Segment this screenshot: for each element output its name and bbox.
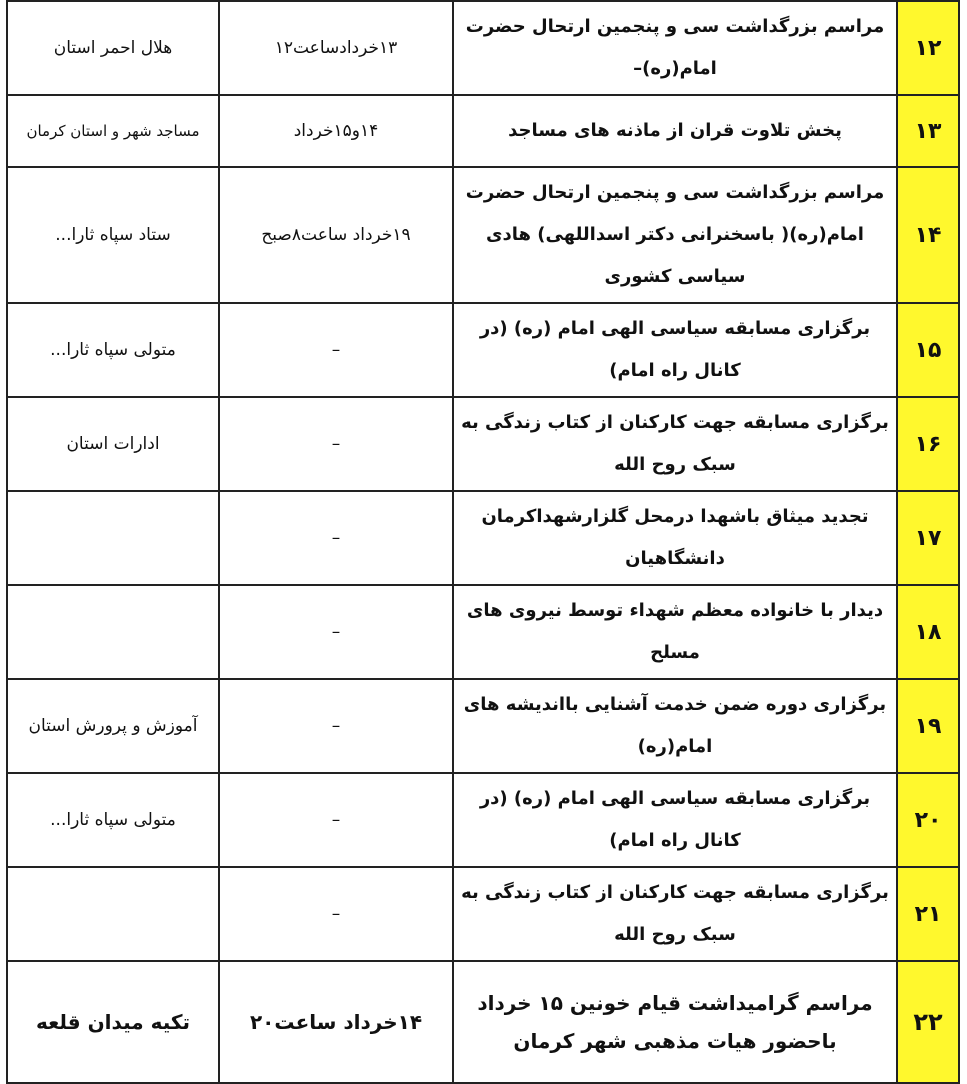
event-organizer [7, 867, 219, 961]
event-organizer: متولی سپاه ثارا... [7, 773, 219, 867]
table-row [7, 95, 959, 167]
event-title: مراسم بزرگداشت سی و پنجمین ارتحال حضرت امام(ره)– [453, 1, 897, 95]
row-number: ۲۱ [897, 867, 959, 961]
event-date: – [219, 679, 453, 773]
table-row [7, 1, 959, 95]
event-organizer: متولی سپاه ثارا... [7, 303, 219, 397]
event-date: – [219, 397, 453, 491]
event-date: ۱۴و۱۵خرداد [219, 95, 453, 167]
table-row [7, 491, 959, 585]
row-number: ۱۶ [897, 397, 959, 491]
event-organizer [7, 585, 219, 679]
event-organizer: مساجد شهر و استان کرمان [7, 95, 219, 167]
table-row [7, 679, 959, 773]
table-row [7, 773, 959, 867]
table-row [7, 167, 959, 303]
event-title: مراسم بزرگداشت سی و پنجمین ارتحال حضرت امام(ره)( باسخنرانی دکتر اسداللهی) هادی سیاسی کشوری [453, 167, 897, 303]
event-organizer [7, 491, 219, 585]
row-number: ۱۲ [897, 1, 959, 95]
row-number: ۲۲ [897, 961, 959, 1083]
table-row [7, 303, 959, 397]
event-organizer: ادارات استان [7, 397, 219, 491]
row-number: ۱۳ [897, 95, 959, 167]
event-title: برگزاری مسابقه جهت کارکنان از کتاب زندگی به سبک روح الله [453, 867, 897, 961]
row-number: ۲۰ [897, 773, 959, 867]
events-table [6, 0, 960, 1084]
event-title: پخش تلاوت قران از ماذنه های مساجد [453, 95, 897, 167]
event-title: دیدار با خانواده معظم شهداء توسط نیروی های مسلح [453, 585, 897, 679]
row-number: ۱۷ [897, 491, 959, 585]
event-organizer: تکیه میدان قلعه [7, 961, 219, 1083]
row-number: ۱۵ [897, 303, 959, 397]
table-row [7, 585, 959, 679]
event-date: – [219, 585, 453, 679]
event-date: – [219, 773, 453, 867]
event-date: ۱۹خرداد ساعت۸صبح [219, 167, 453, 303]
row-number: ۱۹ [897, 679, 959, 773]
event-title: تجدید میثاق باشهدا درمحل گلزارشهداکرمان دانشگاهیان [453, 491, 897, 585]
event-organizer: آموزش و پرورش استان [7, 679, 219, 773]
event-title: برگزاری مسابقه سیاسی الهی امام (ره) (در کانال راه امام) [453, 773, 897, 867]
table-row [7, 961, 959, 1083]
event-organizer: هلال احمر استان [7, 1, 219, 95]
event-title: مراسم گرامیداشت قیام خونین ۱۵ خرداد باحضور هیات مذهبی شهر کرمان [453, 961, 897, 1083]
event-date: – [219, 303, 453, 397]
event-date: ۱۴خرداد ساعت۲۰ [219, 961, 453, 1083]
row-number: ۱۴ [897, 167, 959, 303]
table-row [7, 397, 959, 491]
event-title: برگزاری مسابقه سیاسی الهی امام (ره) (در کانال راه امام) [453, 303, 897, 397]
event-date: – [219, 491, 453, 585]
event-date: ۱۳خردادساعت۱۲ [219, 1, 453, 95]
row-number: ۱۸ [897, 585, 959, 679]
table-row [7, 867, 959, 961]
event-date: – [219, 867, 453, 961]
event-title: برگزاری دوره ضمن خدمت آشنایی بااندیشه های امام(ره) [453, 679, 897, 773]
event-title: برگزاری مسابقه جهت کارکنان از کتاب زندگی به سبک روح الله [453, 397, 897, 491]
event-organizer: ستاد سپاه ثارا... [7, 167, 219, 303]
